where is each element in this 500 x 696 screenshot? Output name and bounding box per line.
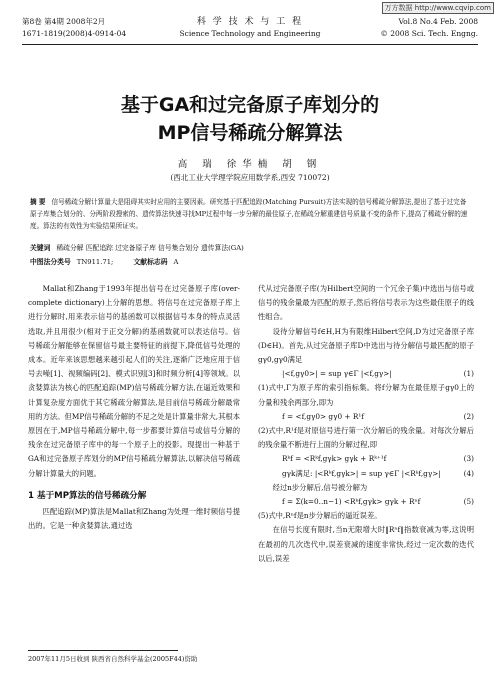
section-heading-1: 1 基于MP算法的信号稀疏分解 (28, 490, 147, 501)
abstract-text: 信号稀疏分解计算量大是阻碍其实时应用的主要因素。研究基于匹配追踪(Matching Pursuit)方法实现的信号稀疏分解算法,提出了基于过完备原子库集合划分的、分两阶段搜索的、遗传算法快速寻找MP过程中每一步分解的最佳原子,在稀疏分解重建信号质量不变的条件下,提高了稀疏分解的速度。算法的有效性为实验结果所证实。 (30, 198, 468, 230)
rc-paragraph-7: 在信号长度有限时,当n无限增大时‖Rⁿf‖指数衰减为零,这说明在最初的几次迭代中,误差衰减的速度非常快,经过一定次数的迭代以后,误差 (258, 525, 474, 563)
rc-paragraph-3: (1)式中,Γ为原子库的索引指标集。将f分解为在最佳原子gγ0上的分量和残余两部分,即为 (258, 383, 474, 407)
intro-paragraph: Mallat和Zhang于1993年提出信号在过完备原子库(over-complete dictionary)上分解的思想。将信号在过完备原子库上进行分解时,用来表示信号的基函数可以根据信号本身的特点灵活选取,并且用很少(相对于正交分解)的基函数就可以表达信号。信号稀疏分解能够在保留信号最主要特征的前提下,降低信号处理的成本。近年来该思想越来越引起人们的关注,逐渐广泛地应用于信号去噪[1]、视频编码[2]、模式识别[3]和时频分析[4]等领域。以贪婪算法为核心的匹配追踪(MP)信号稀疏分解方法,在逼近效果和计算复杂度方面优于其它稀疏分解算法,是目前信号稀疏分解最常用的方法。但MP信号稀疏分解的不足之处是计算量非常大,其根本原因在于,MP信号稀疏分解中,每一步都要计算信号或信号分解的残余在过完备原子库中的每一个原子上的投影。现提出一种基于GA和过完备原子库划分的MP信号稀疏分解算法,以解决信号稀疏分解计算量大的问题。 (28, 284, 240, 478)
footnote: 2007年11月5日收到 陕西省自然科学基金(2005F44)资助 (28, 655, 198, 663)
equation-3-number: (3) (463, 454, 474, 464)
equation-3 (258, 452, 474, 466)
rc-paragraph-4: (2)式中,R¹f是对原信号进行第一次分解后的残余量。对每次分解后的残余量不断进行上面的分解过程,即 (258, 426, 474, 450)
equation-5-number: (5) (463, 497, 474, 507)
equation-4-number: (4) (463, 468, 474, 478)
classification-value: TN911.71; (76, 258, 114, 266)
equation-5-body: f = Σ(k=0..n−1) <Rᵏf,gγk> gγk + Rⁿf (282, 497, 421, 507)
journal-issue: 第8卷 第4期 2008年2月 (22, 17, 106, 26)
rc-paragraph-1: 代从过完备原子库(为Hilbert空间的一个冗余子集)中选出与信号或信号的残余量最为匹配的原子,然后将信号表示为这些最佳原子的线性组合。 (258, 284, 474, 322)
paper-title-line2: MP信号稀疏分解算法 (157, 122, 343, 144)
copyright: © 2008 Sci. Tech. Engng. (380, 29, 478, 38)
equation-5 (258, 495, 474, 509)
equation-1 (258, 367, 474, 381)
footnote-rule (28, 650, 178, 651)
section1-paragraph: 匹配追踪(MP)算法是Mallat和Zhang为处理一维时频信号提出的。它是一种贪婪算法,通过选 (28, 506, 240, 531)
equation-1-body: |<f,gγ0>| = sup γ∈Γ |<f,gγ>| (282, 369, 392, 379)
paper-title-line1: 基于GA和过完备原子库划分的 (120, 94, 380, 116)
equation-4 (258, 467, 474, 481)
authors: 高 瑞 徐华楠 胡 钢 (177, 159, 323, 170)
abstract (30, 196, 470, 232)
keywords-text: 稀疏分解 匹配追踪 过完备原子库 信号集合划分 遗传算法(GA) (56, 244, 244, 252)
left-column (28, 282, 240, 533)
equation-2-number: (2) (463, 411, 474, 421)
rc-paragraph-5: 经过n步分解后,信号被分解为 (272, 482, 368, 492)
journal-name-en: Science Technology and Engineering (179, 29, 321, 38)
equation-1-number: (1) (463, 369, 474, 379)
doc-code-value: A (173, 258, 179, 266)
header-rule (22, 44, 478, 45)
equation-2-body: f = <f,gγ0> gγ0 + R¹f (282, 411, 364, 421)
abstract-label: 摘 要 (30, 198, 46, 206)
classification (30, 256, 470, 268)
equation-4-body: gγk满足: |<Rᵏf,gγk>| = sup γ∈Γ |<Rᵏf,gγ>| (282, 468, 441, 478)
affiliation: (西北工业大学理学院应用数学系,西安 710072) (170, 173, 330, 182)
rc-paragraph-6: (5)式中,Rⁿf是n步分解后的逼近误差。 (258, 511, 382, 521)
journal-code: 1671-1819(2008)4-0914-04 (22, 29, 127, 38)
right-column (258, 282, 474, 566)
keywords-label: 关键词 (30, 244, 51, 252)
journal-name: 科 学 技 术 与 工 程 (196, 17, 304, 27)
keywords (30, 242, 470, 254)
equation-3-body: Rᵏf = <Rᵏf,gγk> gγk + Rᵏ⁺¹f (282, 454, 387, 464)
doc-code-label: 文献标志码 (133, 258, 168, 266)
equation-2 (258, 410, 474, 424)
volume-info: Vol.8 No.4 Feb. 2008 (398, 17, 478, 26)
classification-label: 中图法分类号 (30, 258, 71, 266)
watermark-stamp: 万方数据 http://www.cqvip.com (382, 2, 494, 14)
rc-paragraph-2: 设待分解信号f∈H,H为有限维Hilbert空间,D为过完备原子库(D∈H)。首先,从过完备原子库D中选出与待分解信号最匹配的原子gγ0,gγ0满足 (258, 326, 474, 365)
